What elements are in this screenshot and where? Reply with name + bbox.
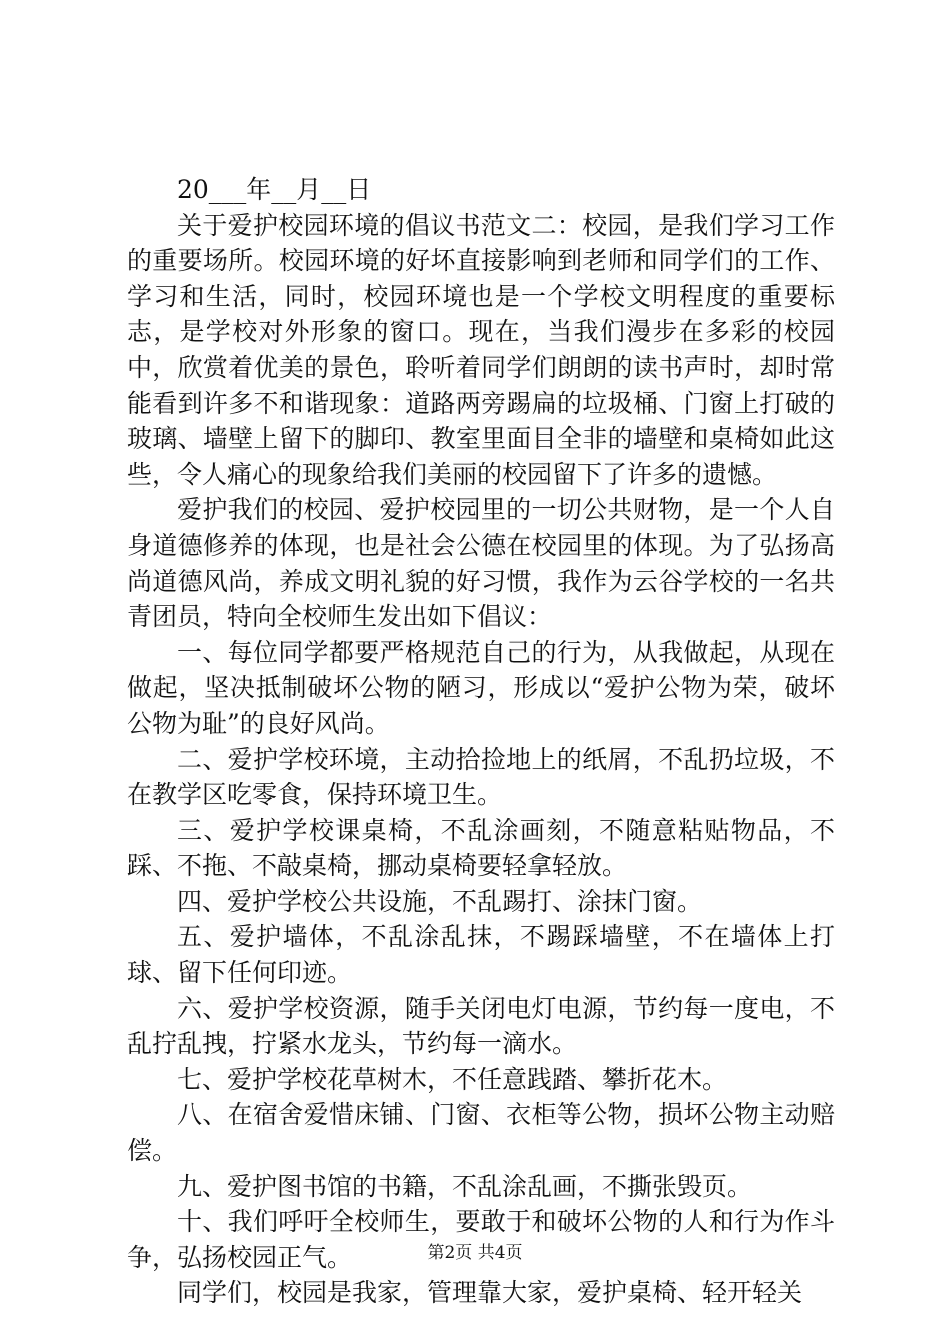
list-item: 四、爱护学校公共设施，不乱踢打、涂抹门窗。 <box>177 886 703 916</box>
list-item: 五、爱护墙体，不乱涂乱抹，不踢踩墙壁，不在墙体上打球、留下任何印迹。 <box>127 922 835 988</box>
list-item: 三、爱护学校课桌椅，不乱涂画刻，不随意粘贴物品，不踩、不拖、不敲桌椅，挪动桌椅要轻拿轻放。 <box>127 815 835 881</box>
list-item: 一、每位同学都要严格规范自己的行为，从我做起，从现在做起，坚决抵制破坏公物的陋习，形成以“爱护公物为荣，破坏公物为耻”的良好风尚。 <box>127 637 835 738</box>
page-number-footer: 第2页 共4页 <box>427 1243 523 1263</box>
list-item: 六、爱护学校资源，随手关闭电灯电源，节约每一度电，不乱拧乱拽，拧紧水龙头，节约每一滴水。 <box>127 993 835 1059</box>
list-item: 七、爱护学校花草树木，不任意践踏、攀折花木。 <box>177 1064 728 1094</box>
paragraph-proposal: 爱护我们的校园、爱护校园里的一切公共财物，是一个人自身道德修养的体现，也是社会公德在校园里的体现。为了弘扬高尚道德风尚，养成文明礼貌的好习惯，我作为云谷学校的一名共青团员，特向全校师生发出如下倡议： <box>127 495 835 632</box>
list-item: 八、在宿舍爱惜床铺、门窗、衣柜等公物，损坏公物主动赔偿。 <box>127 1100 835 1166</box>
document-body <box>127 172 835 1311</box>
list-item: 九、爱护图书馆的书籍，不乱涂乱画，不撕张毁页。 <box>177 1171 753 1201</box>
paragraph-intro: 关于爱护校园环境的倡议书范文二：校园，是我们学习工作的重要场所。校园环境的好坏直接影响到老师和同学们的工作、学习和生活，同时，校园环境也是一个学校文明程度的重要标志，是学校对外形象的窗口。现在，当我们漫步在多彩的校园中，欣赏着优美的景色，聆听着同学们朗朗的读书声时，却时常能看到许多不和谐现象：道路两旁踢扁的垃圾桶、门窗上打破的玻璃、墙壁上留下的脚印、教室里面目全非的墙壁和桌椅如此这些，令人痛心的现象给我们美丽的校园留下了许多的遗憾。 <box>127 210 835 489</box>
paragraph-closing: 同学们，校园是我家，管理靠大家，爱护桌椅、轻开轻关 <box>177 1278 803 1308</box>
date-line: 20___年__月__日 <box>177 175 372 204</box>
list-item: 二、爱护学校环境，主动拾捡地上的纸屑，不乱扔垃圾，不在教学区吃零食，保持环境卫生。 <box>127 744 835 810</box>
list-item: 十、我们呼吁全校师生，要敢于和破坏公物的人和行为作斗争，弘扬校园正气。 <box>127 1207 835 1272</box>
